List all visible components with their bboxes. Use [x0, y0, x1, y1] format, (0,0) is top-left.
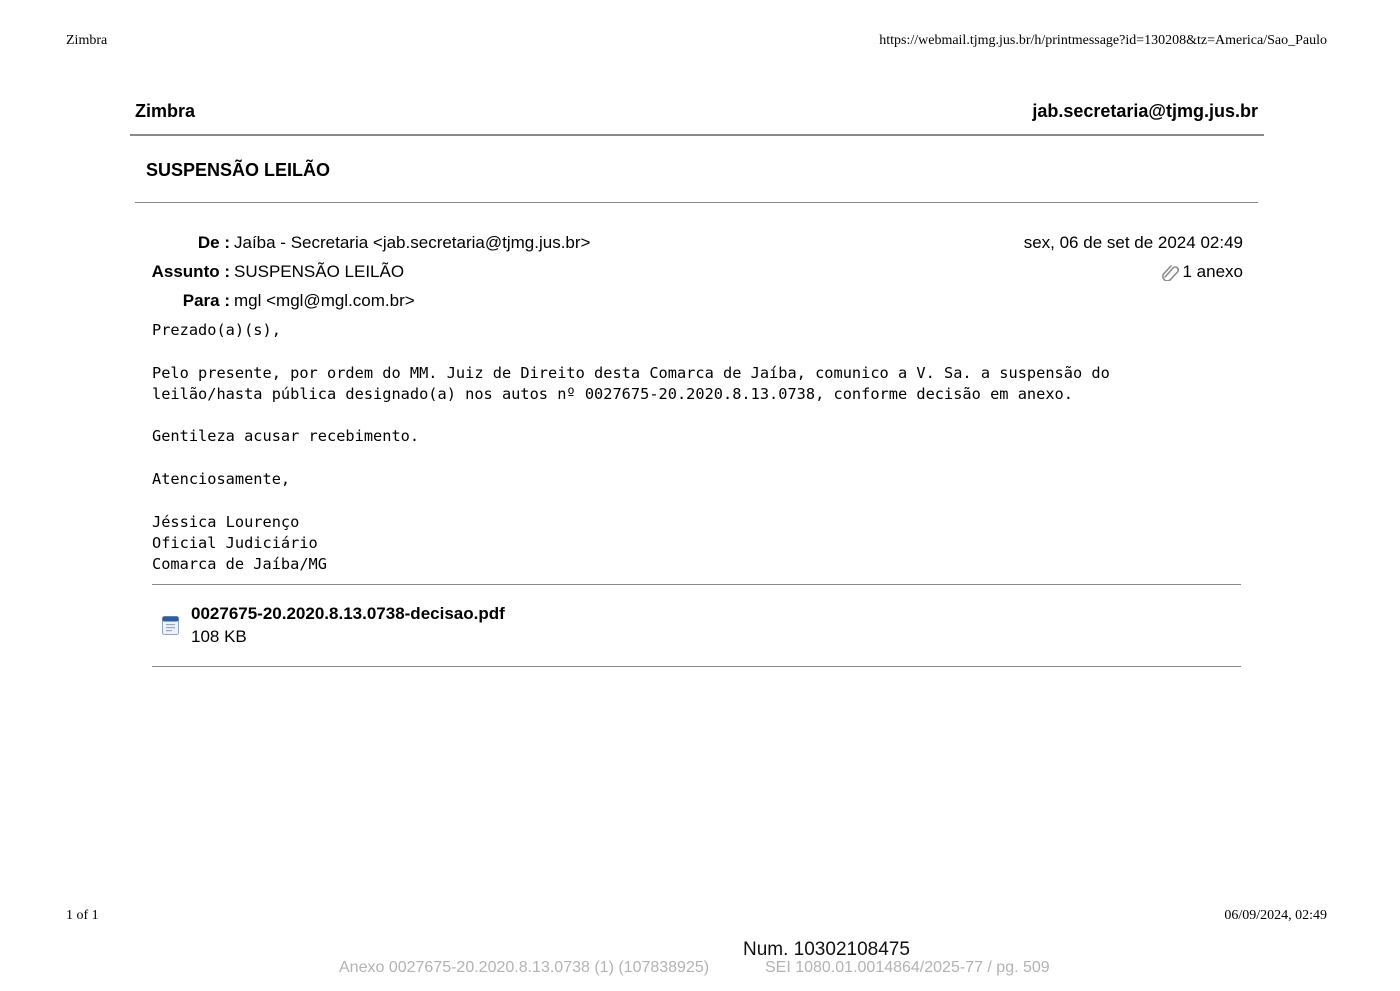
- pdf-file-icon[interactable]: [162, 616, 179, 635]
- from-label: De :: [197, 233, 230, 252]
- subject-value: SUSPENSÃO LEILÃO: [234, 262, 405, 281]
- to-value: mgl <mgl@mgl.com.br>: [234, 291, 415, 310]
- body-divider: [152, 584, 1241, 585]
- stamp-number: Num. 10302108475: [743, 939, 910, 960]
- stamp-sei: SEI 1080.01.0014864/2025-77 / pg. 509: [765, 959, 1050, 976]
- attachment-count: [1161, 262, 1244, 282]
- stamp-anexo: Anexo 0027675-20.2020.8.13.0738 (1) (107838925): [339, 959, 710, 976]
- attachment-divider: [152, 666, 1241, 667]
- subject-title: SUSPENSÃO LEILÃO: [146, 160, 331, 180]
- app-name: Zimbra: [135, 101, 196, 121]
- print-footer-datetime: 06/09/2024, 02:49: [1224, 908, 1327, 923]
- attachment-count-label: 1 anexo: [1182, 262, 1243, 281]
- attachment-file-size: 108 KB: [191, 627, 247, 646]
- attachment-file-name[interactable]: 0027675-20.2020.8.13.0738-decisao.pdf: [191, 604, 505, 623]
- print-header-title: Zimbra: [66, 33, 108, 48]
- print-footer-page: 1 of 1: [66, 908, 99, 923]
- header-divider: [130, 134, 1264, 136]
- account-email: jab.secretaria@tjmg.jus.br: [1032, 101, 1258, 121]
- message-body: Prezado(a)(s), Pelo presente, por ordem do MM. Juiz de Direito desta Comarca de Jaíba, comunico a V. Sa. a suspensão do leilão/hasta pública designado(a) nos autos nº 0027675-20.2020.8.13.0738, conforme decisão em anexo. Gentileza acusar recebimento. Atenciosamente, Jéssica Lourenço Oficial Judiciário Comarca de Jaíba/MG: [152, 321, 1110, 574]
- to-label: Para :: [182, 291, 230, 310]
- subject-label: Assunto :: [151, 262, 230, 281]
- paperclip-icon: [1161, 263, 1181, 281]
- subject-divider: [135, 202, 1258, 203]
- message-date: sex, 06 de set de 2024 02:49: [1023, 233, 1243, 252]
- from-value: Jaíba - Secretaria <jab.secretaria@tjmg.jus.br>: [234, 233, 591, 252]
- print-header-url: https://webmail.tjmg.jus.br/h/printmessage?id=130208&tz=America/Sao_Paulo: [879, 33, 1327, 48]
